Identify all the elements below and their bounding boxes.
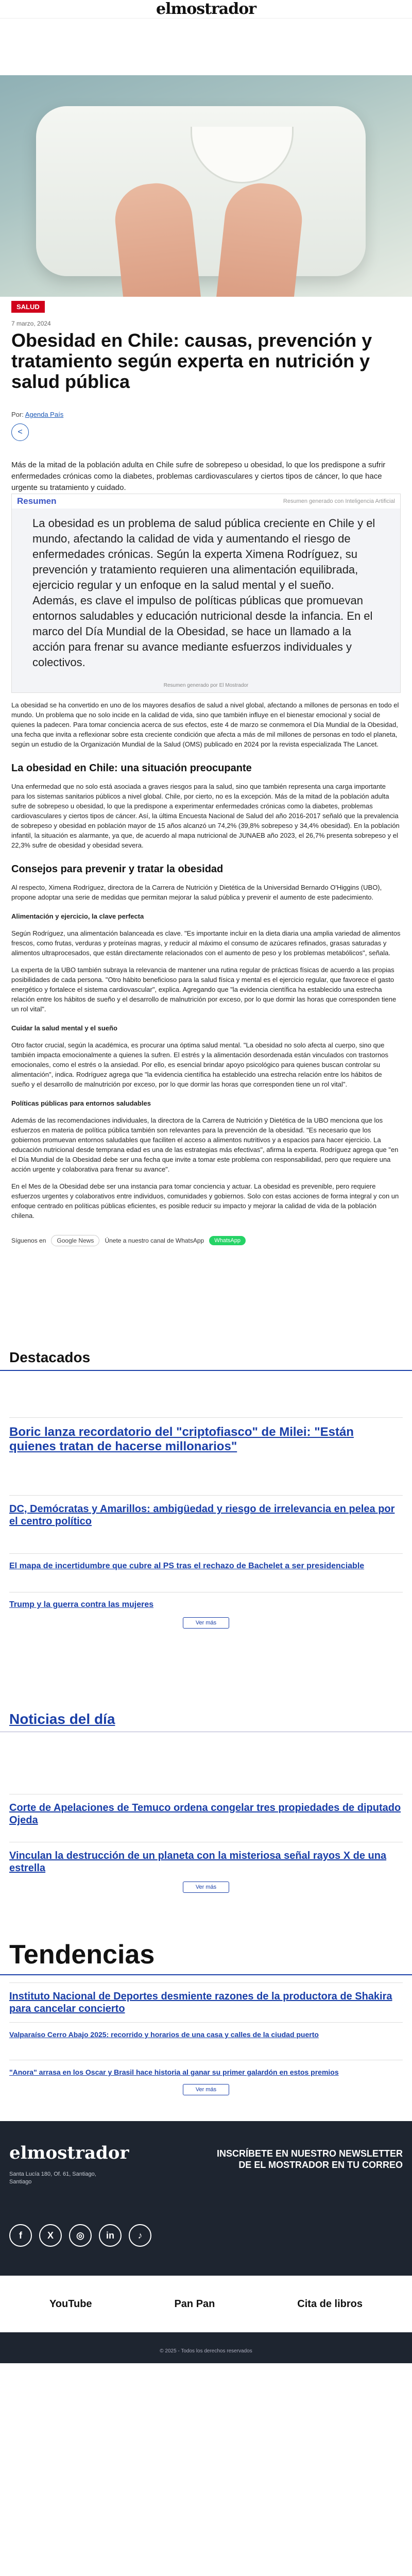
bathroom-scale — [36, 106, 366, 276]
body-paragraph: La obesidad se ha convertido en uno de los mayores desafíos de salud a nivel global, afectando a millones de personas en todo el mundo. Un problema que no solo incide en la calidad de vida, sino que también influye en el bienestar emocional y social de quienes la padecen. Para tomar conciencia acerca de sus efectos, este 4 de marzo se conmemora el Día Mundial de la Obesidad, una fecha que invita a reflexionar sobre esta creciente condición que afecta a más de mil millones de personas en todo el planeta, según un estudio de la Organización Mundial de la Salud (OMS) publicado en 2024 por la revista especializada The Lancet. — [11, 701, 399, 748]
site-logo[interactable]: elmostrador — [156, 0, 256, 18]
follow-bar: Síguenos en Google News Únete a nuestro canal de WhatsApp WhatsApp — [11, 1235, 401, 1246]
headline-link[interactable]: Boric lanza recordatorio del "criptofiasco" de Milei: "Están quienes tratan de hacerse millonarios" — [9, 1425, 354, 1453]
x-icon[interactable]: X — [39, 2224, 62, 2247]
section-title: Destacados — [9, 1349, 91, 1365]
headline-link[interactable]: "Anora" arrasa en los Oscar y Brasil hace historia al ganar su primer galardón en estos premios — [9, 2068, 339, 2076]
section-title[interactable]: Noticias del día — [9, 1711, 115, 1727]
body-paragraph: Según Rodríguez, una alimentación balanceada es clave. "Es importante incluir en la dieta diaria una amplia variedad de alimentos frescos, como frutas, verduras y proteínas magras, y reducir al máximo el consumo de azúcares refinados, grasas saturadas y alimentos ultraprocesados, que están directamente relacionados con el aumento de peso y los problemas metabólicos", señala. — [11, 929, 401, 957]
body-paragraph: Una enfermedad que no solo está asociada a graves riesgos para la salud, sino que también representa una carga importante para los sistemas sanitarios públicos a nivel global. Chile, por cierto, no es la excepción. Más de la mitad de la población adulta sufre de sobrepeso u obesidad, lo que la predispone a experimentar enfermedades crónicas como la diabetes, problemas cardiovasculares y ciertos tipos de cáncer. Así, la última Encuesta Nacional de Salud del año 2016-2017 señaló que la prevalencia de sobrepeso y obesidad en población mayor de 15 años alcanzó un 74,2% (39,8% sobrepeso y 34,4% obesidad). En la población infantil, la situación es alarmante, ya que, de acuerdo al mapa nutricional de JUNAEB año 2023, el 26,7% presenta sobrepeso y el 22,3% sufre de obesidad y obesidad severa. — [11, 783, 400, 849]
noticias-section — [0, 1711, 412, 1893]
subheading: Cuidar la salud mental y el sueño — [11, 1024, 117, 1032]
body-paragraph: La experta de la UBO también subraya la relevancia de mantener una rutina regular de prácticas físicas de acuerdo a las propias posibilidades de cada persona. "Otro hábito beneficioso para la salud física y mental es el ejercicio regular, que favorece el gasto energético y fortalece el sistema cardiovascular", explica. Agregando que "la evidencia científica ha establecido una estrecha relación entre los hábitos de sueño y el desarrollo de malnutrición por exceso, por lo que dormir las horas que corresponden tiene un rol vital". — [11, 966, 397, 1013]
headline-link[interactable]: Corte de Apelaciones de Temuco ordena congelar tres propiedades de diputado Ojeda — [9, 1802, 401, 1826]
subheading: Consejos para prevenir y tratar la obesidad — [11, 863, 224, 875]
google-news-button[interactable]: Google News — [51, 1235, 99, 1246]
article-lead: Más de la mitad de la población adulta en Chile sufre de sobrepeso u obesidad, lo que los predispone a sufrir enfermedades crónicas como la diabetes, problemas cardiovasculares y ciertos tipos de cáncer, lo que hace urgente su tratamiento y cuidado. — [11, 461, 386, 492]
ad-space — [0, 19, 412, 75]
instagram-icon[interactable]: ◎ — [69, 2224, 92, 2247]
subheading: La obesidad en Chile: una situación preocupante — [11, 762, 252, 774]
citadelibros-brand[interactable]: Cita de libros — [297, 2298, 363, 2310]
category-tag[interactable]: SALUD — [11, 301, 45, 313]
article-date: 7 marzo, 2024 — [11, 320, 51, 327]
article-body — [0, 700, 412, 1221]
tiktok-icon[interactable]: ♪ — [129, 2224, 151, 2247]
share-icon[interactable]: < — [11, 423, 29, 441]
ver-mas-button[interactable]: Ver más — [183, 1617, 229, 1629]
subheading: Políticas públicas para entornos saludables — [11, 1099, 151, 1107]
footer-address: Santa Lucía 180, Of. 61, Santiago, Santiago — [9, 2171, 96, 2185]
headline-link[interactable]: Valparaíso Cerro Abajo 2025: recorrido y horarios de una casa y calles de la ciudad puerto — [9, 2030, 319, 2039]
summary-generated-note: Resumen generado con Inteligencia Artificial — [283, 498, 395, 504]
tendencias-section — [0, 1939, 412, 2095]
headline-link[interactable]: Instituto Nacional de Deportes desmiente razones de la productora de Shakira para cancelar concierto — [9, 1991, 392, 2014]
body-paragraph: Otro factor crucial, según la académica, es procurar una óptima salud mental. "La obesidad no solo afecta al cuerpo, sino que también impacta emocionalmente a quienes la sufren. El estrés y la alimentación desordenada están vinculados con trastornos emocionales, como el estrés o la ansiedad. Por ello, es esencial brindar apoyo psicológico para quienes buscan controlar su alimentación", indica. Rodríguez agrega que "la evidencia científica ha establecido una estrecha relación entre los hábitos de sueño y el desarrollo de malnutrición por exceso, por lo que dormir las horas que corresponden tiene un rol vital". — [11, 1041, 389, 1088]
partner-brands — [0, 2276, 412, 2332]
site-footer — [0, 2121, 412, 2363]
site-header — [0, 0, 412, 19]
ver-mas-button[interactable]: Ver más — [183, 1882, 229, 1893]
youtube-brand[interactable]: YouTube — [49, 2298, 92, 2310]
headline-link[interactable]: El mapa de incertidumbre que cubre al PS tras el rechazo de Bachelet a ser presidenciable — [9, 1562, 365, 1570]
social-links — [9, 2224, 151, 2247]
article-title: Obesidad en Chile: causas, prevención y tratamiento según experta en nutrición y salud pública — [11, 330, 372, 392]
ver-mas-button[interactable]: Ver más — [183, 2084, 229, 2095]
newsletter-cta[interactable]: INSCRÍBETE EN NUESTRO NEWSLETTER DE EL MOSTRADOR EN TU CORREO — [216, 2148, 403, 2170]
body-paragraph: Además de las recomendaciones individuales, la directora de la Carrera de Nutrición y Dietética de la UBO menciona que los esfuerzos en materia de política pública también son relevantes para la prevención de la obesidad. "Es necesario que los gobiernos promuevan entornos saludables que faciliten el acceso a alimentos nutritivos y a espacios para hacer ejercicio. La educación nutricional desde temprana edad es una de las estrategias más efectivas", afirma la experta. Rodríguez agrega que "en el Día Mundial de la Obesidad debe ser una fecha que invite a tomar este problema con responsabilidad, pero que requiere una acción urgente y colaborativa para frenar su avance". — [11, 1116, 399, 1173]
destacados-section — [0, 1349, 412, 1629]
linkedin-icon[interactable]: in — [99, 2224, 122, 2247]
summary-heading: Resumen — [17, 496, 57, 506]
headline-link[interactable]: Vinculan la destrucción de un planeta con la misteriosa señal rayos X de una estrella — [9, 1850, 387, 1874]
body-paragraph: En el Mes de la Obesidad debe ser una instancia para tomar conciencia y actuar. La obesidad es prevenible, pero requiere esfuerzos urgentes y colaborativos entre individuos, comunidades y gobiernos. Solo con estas acciones de forma integral y con un enfoque centrado en políticas públicas eficientes, es posible reducir su impacto y mejorar la calidad de vida de la población chilena. — [11, 1182, 399, 1219]
headline-link[interactable]: Trump y la guerra contra las mujeres — [9, 1600, 154, 1609]
facebook-icon[interactable]: f — [9, 2224, 32, 2247]
section-title: Tendencias — [9, 1940, 155, 1970]
panpan-brand[interactable]: Pan Pan — [174, 2298, 215, 2310]
ai-summary — [11, 494, 401, 693]
headline-link[interactable]: DC, Demócratas y Amarillos: ambigüedad y riesgo de irrelevancia en pelea por el centro político — [9, 1503, 395, 1527]
subheading: Alimentación y ejercicio, la clave perfecta — [11, 912, 144, 920]
body-paragraph: Al respecto, Ximena Rodríguez, directora de la Carrera de Nutrición y Dietética de la Universidad Bernardo O'Higgins (UBO), propone adoptar una serie de medidas que permitan mejorar la salud pública y prevenir el aumento de este padecimiento. — [11, 884, 382, 901]
summary-text: La obesidad es un problema de salud pública creciente en Chile y el mundo, afectando la calidad de vida y aumentando el riesgo de enfermedades crónicas. Según la experta Ximena Rodríguez, su prevención y tratamiento requieren una alimentación equilibrada, ejercicio regular y un enfoque en la salud mental y el sueño. Además, es clave el impulso de políticas públicas que promuevan entornos saludables y educación nutricional desde la infancia. En el marco del Día Mundial de la Obesidad, se hace un llamado a la acción para frenar su avance mediante esfuerzos individuales y colectivos. — [12, 509, 400, 681]
article-author: Por: Agenda País — [11, 411, 64, 418]
copyright: © 2025 - Todos los derechos reservados — [160, 2348, 252, 2354]
hero-image — [0, 75, 412, 297]
whatsapp-button[interactable]: WhatsApp — [209, 1236, 246, 1245]
author-link[interactable]: Agenda País — [25, 411, 64, 418]
summary-footer: Resumen generado por El Mostrador — [12, 681, 400, 692]
footer-logo[interactable]: elmostrador — [9, 2143, 129, 2163]
